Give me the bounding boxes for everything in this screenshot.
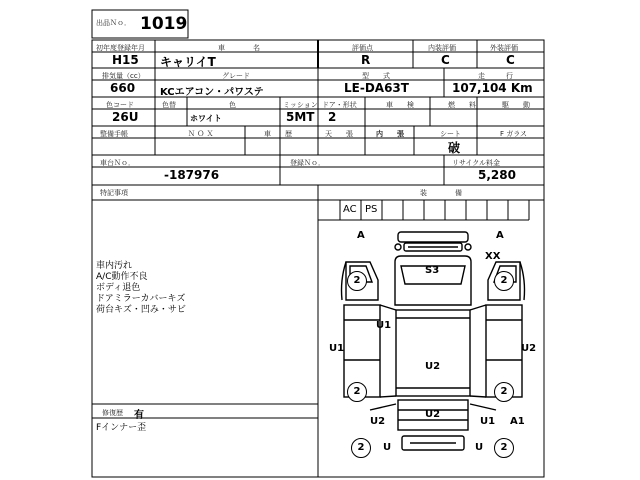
history-label: 車 歴 xyxy=(264,130,292,138)
mark-u-right: U xyxy=(475,442,484,453)
trim-value: KCエアコン・パワステ xyxy=(160,87,264,98)
remark-line: ドアミラーカバーキズ xyxy=(96,294,186,304)
mark-u1-left: U1 xyxy=(329,343,345,354)
seat-value: 破 xyxy=(448,141,461,155)
color-label: 色 xyxy=(229,101,236,109)
recycle-fee-value: 5,280 xyxy=(478,168,516,182)
remark-line: ボディ退色 xyxy=(96,283,141,293)
color-code-value: 26U xyxy=(112,110,139,124)
first-registration-value: H15 xyxy=(112,53,139,67)
remark-line: 車内汚れ xyxy=(96,261,133,271)
chassis-number-value: -187976 xyxy=(164,168,220,182)
transmission-value: 5MT xyxy=(286,110,315,124)
model-code-value: LE-DA63T xyxy=(344,81,409,95)
grade-score-value: R xyxy=(361,53,371,67)
tire-score-bottom-left: 2 xyxy=(351,438,371,458)
headliner-label: 天 張 xyxy=(325,130,353,138)
exterior-score-value: C xyxy=(506,53,515,67)
repair-history-label: 修復歴 xyxy=(102,409,123,417)
interior-score-label: 内装評価 xyxy=(428,44,456,52)
equipment-label: 装 備 xyxy=(420,189,462,197)
car-name-value: キャリイT xyxy=(160,55,216,69)
mark-u2-right: U2 xyxy=(521,343,537,354)
color-code-label: 色コード xyxy=(106,101,134,109)
lot-number-label: 出品Ｎｏ． xyxy=(96,19,131,27)
remark-line: A/C動作不良 xyxy=(96,272,148,282)
recycle-fee-label: リサイクル料金 xyxy=(452,159,501,167)
remarks-label: 特記事項 xyxy=(100,189,128,197)
mark-u2-rear: U2 xyxy=(425,409,441,420)
seat-label: シート xyxy=(440,130,461,138)
remark-line: 荷台キズ・凹み・サビ xyxy=(96,305,186,315)
repair-note: Fインナー歪 xyxy=(96,423,147,433)
mark-u1-center: U1 xyxy=(376,320,392,331)
door-count-value: 2 xyxy=(328,110,337,124)
first-registration-label: 初年度登録年月 xyxy=(96,44,145,52)
displacement-label: 排気量（cc） xyxy=(102,72,145,80)
mark-a-front-left: A xyxy=(357,230,365,241)
lot-number: 1019 xyxy=(140,14,188,34)
mileage-value: 107,104 Km xyxy=(452,81,533,95)
inspection-label: 車 検 xyxy=(386,101,414,109)
mark-xx: XX xyxy=(485,251,501,262)
exterior-score-label: 外装評価 xyxy=(490,44,518,52)
mark-u2-bottom-left: U2 xyxy=(370,416,386,427)
tire-score-front-left: 2 xyxy=(347,271,367,291)
mark-u-left: U xyxy=(383,442,392,453)
tire-score-rear-right: 2 xyxy=(494,382,514,402)
model-code-label: 型 式 xyxy=(362,72,390,80)
mark-a1: A1 xyxy=(510,416,525,427)
mark-u2-center: U2 xyxy=(425,361,441,372)
color-change-label: 色替 xyxy=(162,101,176,109)
drive-label: 駆 動 xyxy=(502,101,530,109)
color-value: ホワイト xyxy=(190,114,222,123)
interior-score-value: C xyxy=(441,53,450,67)
nox-label: Ｎ Ｏ Ｘ xyxy=(188,130,214,138)
mark-s3: S3 xyxy=(425,265,440,276)
transmission-label: ミッション xyxy=(283,101,318,109)
tire-score-front-right: 2 xyxy=(494,271,514,291)
equipment-ps: PS xyxy=(365,204,378,215)
door-shape-label: ドア・形状 xyxy=(322,101,357,109)
tire-score-bottom-right: 2 xyxy=(494,438,514,458)
mark-u1-bottom-right: U1 xyxy=(480,416,496,427)
equipment-ac: AC xyxy=(343,204,357,215)
repair-history-value: 有 xyxy=(134,410,144,421)
interior-trim-label: 内 張 xyxy=(376,130,404,138)
car-name-label: 車 名 xyxy=(218,44,260,52)
fuel-label: 燃 料 xyxy=(448,101,476,109)
service-book-label: 整備手帳 xyxy=(100,130,128,138)
tire-score-rear-left: 2 xyxy=(347,382,367,402)
chassis-number-label: 車台Ｎｏ． xyxy=(100,159,135,167)
front-glass-label: F ガラス xyxy=(500,130,528,138)
mark-a-front-right: A xyxy=(496,230,504,241)
mileage-label: 走 行 xyxy=(478,72,513,80)
registration-number-label: 登録Ｎｏ． xyxy=(290,159,325,167)
grade-score-label: 評価点 xyxy=(352,44,373,52)
displacement-value: 660 xyxy=(110,81,136,95)
trim-label: グレード xyxy=(222,72,250,80)
